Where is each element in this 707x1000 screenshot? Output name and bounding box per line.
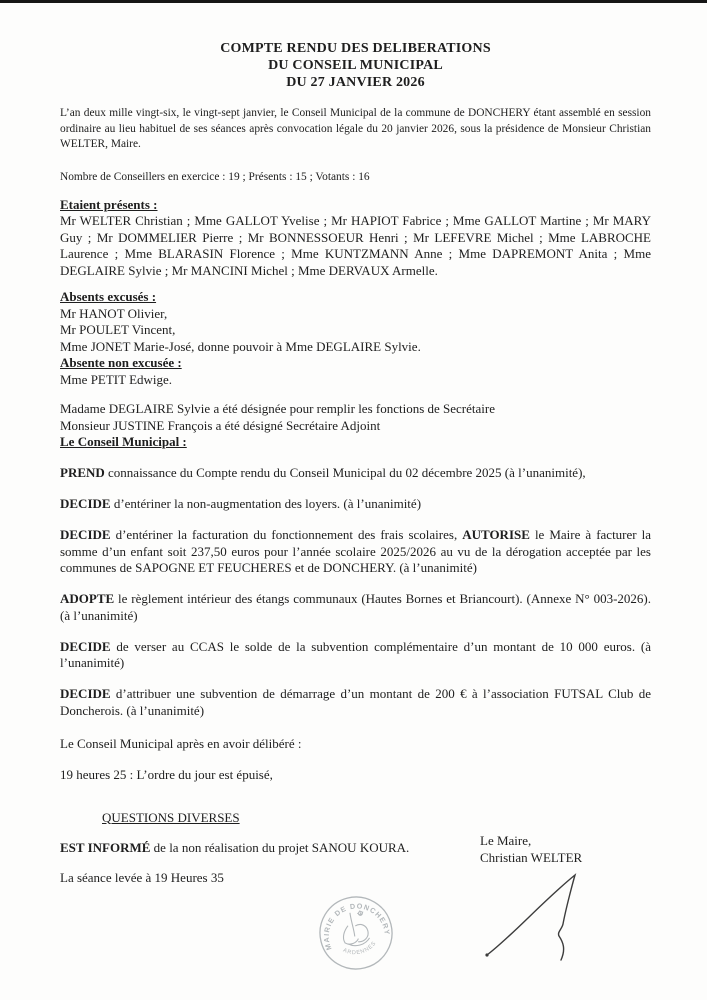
absent-excused-section [60, 289, 651, 388]
decision-paragraph [60, 465, 651, 482]
adjournment-line: La séance levée à 19 Heures 35 [60, 870, 224, 885]
decision-keyword: ADOPTE [60, 591, 115, 606]
decision-paragraph [60, 496, 651, 513]
councillors-counts-line: Nombre de Conseillers en exercice : 19 ; Présents : 15 ; Votants : 16 [60, 170, 370, 183]
scan-artifact-top-edge [0, 0, 707, 3]
decision-text: d’attribuer une subvention de démarrage d’un montant de 200 € à l’association FUTSAL Club de Doncherois. (à l’unanimité) [60, 686, 651, 718]
present-heading: Etaient présents : [60, 196, 158, 212]
decision-keyword: DECIDE [60, 496, 111, 511]
decision-paragraph [60, 527, 651, 577]
title-line-1: COMPTE RENDU DES DELIBERATIONS [220, 41, 491, 56]
decision-keyword: AUTORISE [462, 527, 530, 542]
absent-excused-line: Mme JONET Marie-José, donne pouvoir à Mme DEGLAIRE Sylvie. [60, 338, 421, 354]
absent-excused-line: Mr HANOT Olivier, [60, 305, 168, 321]
decision-keyword: DECIDE [60, 527, 111, 542]
title-line-2: DU CONSEIL MUNICIPAL [268, 58, 443, 73]
decision-text: le règlement intérieur des étangs communaux (Hautes Bornes et Briancourt). (Annexe N° 003-2026). (à l’unanimité) [60, 591, 651, 623]
title-line-3: DU 27 JANVIER 2026 [286, 75, 425, 90]
seal-bottom-text: ARDENNES [341, 940, 378, 957]
seal-top-text: MAIRIE DE DONCHERY [321, 901, 392, 952]
seal-coat-of-arms [338, 910, 371, 949]
decisions-list [60, 465, 651, 719]
mayor-signature [468, 866, 603, 976]
mairie-donchery-seal [310, 884, 402, 982]
absent-excused-line: Mr POULET Vincent, [60, 322, 176, 337]
decision-keyword: DECIDE [60, 638, 111, 654]
decision-text: d’entériner la non-augmentation des loyers. (à l’unanimité) [110, 496, 422, 511]
informed-keyword: EST INFORMÉ [60, 839, 151, 855]
deliberation-line: Le Conseil Municipal après en avoir délibéré : [60, 736, 302, 751]
questions-diverses-heading: QUESTIONS DIVERSES [102, 809, 240, 825]
absent-not-excused-heading: Absente non excusée : [60, 355, 182, 370]
secretaries-section [60, 401, 651, 451]
decision-paragraph [60, 591, 651, 624]
decision-keyword: DECIDE [60, 686, 111, 701]
signer-role: Le Maire, [480, 833, 532, 848]
present-section [60, 197, 651, 280]
absent-excused-heading: Absents excusés : [60, 289, 157, 304]
decision-text: connaissance du Compte rendu du Conseil Municipal du 02 décembre 2025 (à l’unanimité), [104, 465, 586, 480]
svg-text:ARDENNES [341, 940, 380, 960]
informed-text: de la non réalisation du projet SANOU KOURA. [150, 839, 410, 855]
secretary-line: Madame DEGLAIRE Sylvie a été désignée pour remplir les fonctions de Secrétaire [60, 401, 495, 416]
absent-not-excused-line: Mme PETIT Edwige. [60, 371, 173, 387]
present-members-list: Mr WELTER Christian ; Mme GALLOT Yvelise ; Mr HAPIOT Fabrice ; Mme GALLOT Martine ; Mr MARY Guy ; Mr DOMMELIER Pierre ; Mr BONNESSOEUR Henri ; Mr LEFEVRE Michel ; Mme LABROCHE Laurence ; Mme BLARASIN Florence ; Mme KUNTZMANN Anne ; Mme DAPREMONT Anita ; Mme DEGLAIRE Sylvie ; Mr MANCINI Michel ; Mme DERVAUX Armelle. [60, 213, 651, 278]
session-intro-paragraph: L’an deux mille vingt-six, le vingt-sept janvier, le Conseil Municipal de la commune de DONCHERY étant assemblé en session ordinaire au lieu habituel de ses séances après convocation légale du 20 janvier 2026, sous la présidence de Monsieur Christian WELTER, Maire. [60, 107, 651, 150]
decision-keyword: PREND [60, 465, 105, 480]
decision-text: de verser au CCAS le solde de la subvention complémentaire d’un montant de 10 000 euros. (à l’unanimité) [60, 638, 651, 670]
signer-name: Christian WELTER [480, 849, 583, 865]
decision-text: d’entériner la facturation du fonctionnement des frais scolaires, [110, 527, 463, 542]
document-title [60, 40, 651, 91]
council-heading: Le Conseil Municipal : [60, 434, 187, 449]
decision-paragraph [60, 639, 651, 672]
signature-block [480, 833, 582, 866]
decision-text: le Maire à facturer la somme d’un enfant soit 237,50 euros pour l’année scolaire 2025/2026 au vu de la dérogation acceptée par les communes de SAPOGNE ET FEUCHERES et de DONCHERY. (à l’unanimité) [60, 527, 652, 575]
closing-time-line: 19 heures 25 : L’ordre du jour est épuisé, [60, 767, 273, 782]
decision-paragraph [60, 686, 651, 719]
secretary-adjoint-line: Monsieur JUSTINE François a été désigné Secrétaire Adjoint [60, 417, 381, 433]
